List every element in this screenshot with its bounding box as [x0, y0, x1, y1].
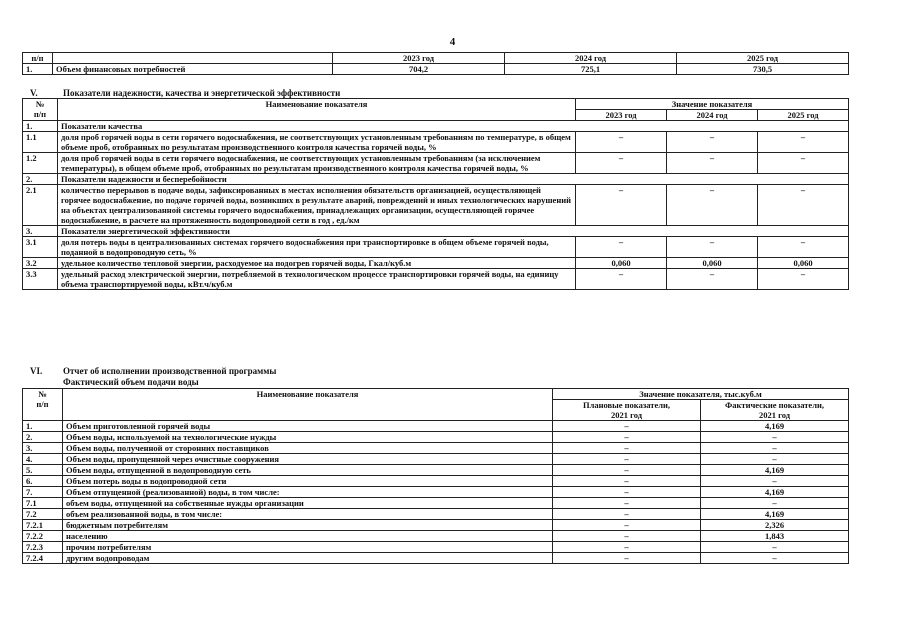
row-name: Объем приготовленной горячей воды: [63, 421, 553, 432]
row-value-2025: 730,5: [677, 64, 849, 75]
group-row: [23, 226, 849, 237]
header-plan: Плановые показатели, 2021 год: [553, 400, 701, 421]
header-year-2024: 2024 год: [667, 110, 758, 121]
row-name: Показатели энергетической эффективности: [58, 226, 849, 237]
row-fact: 4,169: [701, 509, 849, 520]
section-5-title: Показатели надежности, качества и энергетической эффективности: [63, 88, 341, 98]
row-value-2025: –: [758, 237, 849, 258]
table-header-row: [23, 53, 849, 64]
row-num: 7.: [23, 487, 63, 498]
row-value-2023: –: [576, 269, 667, 290]
row-plan: –: [553, 421, 701, 432]
table-row: [23, 509, 849, 520]
row-fact: –: [701, 443, 849, 454]
row-num: 5.: [23, 465, 63, 476]
row-fact: –: [701, 454, 849, 465]
row-num: 7.1: [23, 498, 63, 509]
group-row: [23, 174, 849, 185]
section-6-rows: [23, 421, 849, 564]
section-5-heading: [30, 88, 340, 98]
table-row: [23, 443, 849, 454]
row-fact: –: [701, 542, 849, 553]
header-name: Наименование показателя: [58, 99, 576, 121]
row-name: Объем воды, используемой на технологические нужды: [63, 432, 553, 443]
row-name: другим водопроводам: [63, 553, 553, 564]
row-value-2025: –: [758, 132, 849, 153]
row-num: 3.2: [23, 258, 58, 269]
table-row: [23, 465, 849, 476]
row-value-2024: 725,1: [505, 64, 677, 75]
table-row: [23, 421, 849, 432]
row-fact: –: [701, 476, 849, 487]
header-name: [53, 53, 333, 64]
row-name: населению: [63, 531, 553, 542]
section-5-rows: [23, 121, 849, 290]
row-plan: –: [553, 432, 701, 443]
row-plan: –: [553, 454, 701, 465]
row-value-2025: 0,060: [758, 258, 849, 269]
section-6-heading: [30, 366, 276, 376]
table-row: [23, 487, 849, 498]
table-row: [23, 476, 849, 487]
header-year-2023: 2023 год: [333, 53, 505, 64]
header-num: № п/п: [23, 99, 58, 121]
row-plan: –: [553, 509, 701, 520]
table-row: [23, 432, 849, 443]
row-name: Объем финансовых потребностей: [53, 64, 333, 75]
table-row: [23, 531, 849, 542]
header-value: Значение показателя, тыс.куб.м: [553, 389, 849, 400]
row-value-2024: –: [667, 185, 758, 226]
table-header-row: [23, 99, 849, 110]
row-name: доля проб горячей воды в сети горячего водоснабжения, не соответствующих установленным требованиям по температуре, в общем объеме проб, отобранных по результатам производственного контроля качества горячей воды, %: [58, 132, 576, 153]
row-num: 7.2.4: [23, 553, 63, 564]
row-name: количество перерывов в подаче воды, зафиксированных в местах исполнения обязательств организацией, осуществляющей горячее водоснабжение, по подаче горячей воды, возникших в результате аварий, повреждений и иных технологических нарушений на объектах централизованной системы горячего водоснабжения, принадлежащих организации, осуществляющей горячее водоснабжение, в расчете на протяженность водопроводной сети в год , ед./км: [58, 185, 576, 226]
row-num: 4.: [23, 454, 63, 465]
row-plan: –: [553, 487, 701, 498]
section-6-subtitle: Фактический объем подачи воды: [63, 377, 199, 387]
row-name: бюджетным потребителям: [63, 520, 553, 531]
row-plan: –: [553, 476, 701, 487]
row-value-2025: –: [758, 153, 849, 174]
row-value-2023: –: [576, 132, 667, 153]
row-name: доля проб горячей воды в сети горячего водоснабжения, не соответствующих установленным требованиям (за исключением температуры), в общем объеме проб, отобранных по результатам производственного контроля качества горячей воды, %: [58, 153, 576, 174]
row-fact: 1,843: [701, 531, 849, 542]
row-name: Объем воды, полученной от сторонних поставщиков: [63, 443, 553, 454]
section-6-title: Отчет об исполнении производственной программы: [63, 366, 277, 376]
table-row: [23, 258, 849, 269]
row-fact: 4,169: [701, 465, 849, 476]
table-row: [23, 498, 849, 509]
row-num: 7.2.1: [23, 520, 63, 531]
row-name: удельный расход электрической энергии, потребляемой в технологическом процессе транспортировки горячей воды, на единицу объема транспортируемой воды, кВт.ч/куб.м: [58, 269, 576, 290]
row-num: 7.2: [23, 509, 63, 520]
section-5-number: V.: [30, 88, 38, 98]
row-value-2023: 704,2: [333, 64, 505, 75]
row-fact: 4,169: [701, 421, 849, 432]
row-value-2023: –: [576, 153, 667, 174]
row-num: 3.: [23, 443, 63, 454]
table-row: [23, 64, 849, 75]
row-value-2025: –: [758, 269, 849, 290]
row-fact: –: [701, 553, 849, 564]
row-name: прочим потребителям: [63, 542, 553, 553]
header-year-2025: 2025 год: [758, 110, 849, 121]
financial-needs-table: [22, 52, 849, 75]
row-num: 7.2.3: [23, 542, 63, 553]
row-value-2023: –: [576, 237, 667, 258]
header-name: Наименование показателя: [63, 389, 553, 421]
table-row: [23, 553, 849, 564]
row-num: 1.: [23, 121, 58, 132]
row-value-2025: –: [758, 185, 849, 226]
row-name: Показатели надежности и бесперебойности: [58, 174, 849, 185]
table-row: [23, 132, 849, 153]
row-plan: –: [553, 542, 701, 553]
row-num: 7.2.2: [23, 531, 63, 542]
row-value-2024: –: [667, 132, 758, 153]
row-name: Объем воды, отпущенной в водопроводную сеть: [63, 465, 553, 476]
table-row: [23, 520, 849, 531]
row-num: 3.1: [23, 237, 58, 258]
row-name: Объем отпущенной (реализованной) воды, в том числе:: [63, 487, 553, 498]
row-fact: –: [701, 498, 849, 509]
row-num: 2.: [23, 432, 63, 443]
row-plan: –: [553, 520, 701, 531]
row-name: удельное количество тепловой энергии, расходуемое на подогрев горячей воды, Гкал/куб.м: [58, 258, 576, 269]
row-num: 3.3: [23, 269, 58, 290]
row-plan: –: [553, 498, 701, 509]
row-value-2024: –: [667, 269, 758, 290]
section-6-number: VI.: [30, 366, 43, 376]
table-row: [23, 454, 849, 465]
header-year-2025: 2025 год: [677, 53, 849, 64]
header-fact: Фактические показатели, 2021 год: [701, 400, 849, 421]
table-row: [23, 185, 849, 226]
row-fact: 2,326: [701, 520, 849, 531]
row-plan: –: [553, 553, 701, 564]
row-num: 1.: [23, 421, 63, 432]
row-num: 2.1: [23, 185, 58, 226]
row-num: 2.: [23, 174, 58, 185]
row-num: 1.2: [23, 153, 58, 174]
page-number: 4: [449, 36, 456, 48]
header-num: п/п: [23, 53, 53, 64]
row-num: 3.: [23, 226, 58, 237]
reliability-indicators-table: [22, 98, 849, 290]
row-name: доля потерь воды в централизованных системах горячего водоснабжения при транспортировке в общем объеме горячей воды, поданной в водопроводную сеть, %: [58, 237, 576, 258]
row-value-2023: 0,060: [576, 258, 667, 269]
row-name: объем воды, отпущенной на собственные нужды организации: [63, 498, 553, 509]
row-plan: –: [553, 443, 701, 454]
table-row: [23, 153, 849, 174]
row-value-2024: –: [667, 237, 758, 258]
row-num: 6.: [23, 476, 63, 487]
row-name: Объем потерь воды в водопроводной сети: [63, 476, 553, 487]
group-row: [23, 121, 849, 132]
row-name: Объем воды, пропущенной через очистные сооружения: [63, 454, 553, 465]
row-plan: –: [553, 531, 701, 542]
water-supply-volume-table: [22, 388, 849, 564]
table-row: [23, 269, 849, 290]
row-name: Показатели качества: [58, 121, 849, 132]
header-num: № п/п: [23, 389, 63, 421]
table-row: [23, 542, 849, 553]
table-row: [23, 237, 849, 258]
row-value-2024: 0,060: [667, 258, 758, 269]
row-num: 1.: [23, 64, 53, 75]
row-num: 1.1: [23, 132, 58, 153]
row-value-2023: –: [576, 185, 667, 226]
row-fact: –: [701, 432, 849, 443]
header-year-2023: 2023 год: [576, 110, 667, 121]
row-fact: 4,169: [701, 487, 849, 498]
header-value: Значение показателя: [576, 99, 849, 110]
header-year-2024: 2024 год: [505, 53, 677, 64]
table-header-row: [23, 389, 849, 400]
row-plan: –: [553, 465, 701, 476]
row-value-2024: –: [667, 153, 758, 174]
row-name: объем реализованной воды, в том числе:: [63, 509, 553, 520]
